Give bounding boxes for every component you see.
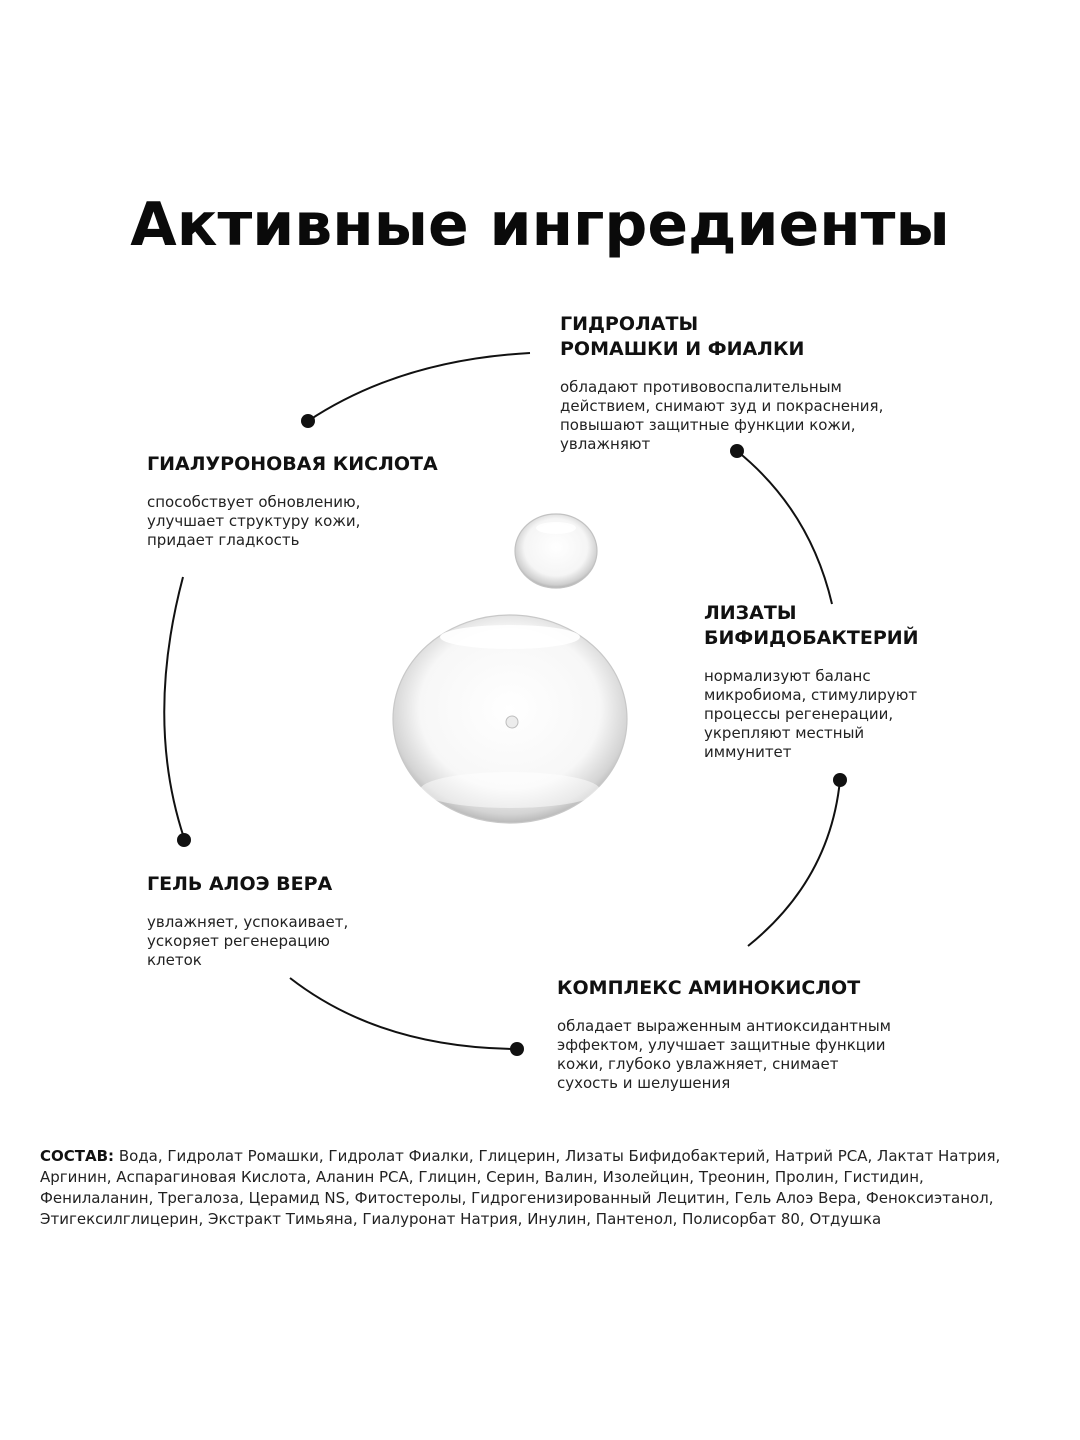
dot-top-left <box>301 414 315 428</box>
arc-left <box>164 577 184 838</box>
ingredient-hyaluronic-acid <box>147 452 507 550</box>
arc-bottom-left <box>290 978 517 1049</box>
ingredient-description: способствует обновлению, улучшает структуру кожи, придает гладкость <box>147 493 361 549</box>
ingredient-name: ГИАЛУРОНОВАЯ КИСЛОТА <box>147 453 438 475</box>
ingredient-name: ЛИЗАТЫ БИФИДОБАКТЕРИЙ <box>704 602 919 649</box>
arc-right-top <box>737 451 832 604</box>
ingredient-name: ГИДРОЛАТЫ РОМАШКИ И ФИАЛКИ <box>560 313 805 360</box>
arc-top-left <box>308 353 530 421</box>
ingredient-aloe-vera <box>147 872 447 970</box>
ingredient-hydrolats <box>560 312 960 454</box>
droplet-small-highlight <box>536 522 576 534</box>
ingredient-description: обладают противовоспалительным действием, снимают зуд и покраснения, повышают защитные функции кожи, увлажняют <box>560 378 884 453</box>
dot-left <box>177 833 191 847</box>
dot-right-bottom <box>833 773 847 787</box>
composition-text: Вода, Гидролат Ромашки, Гидролат Фиалки, Глицерин, Лизаты Бифидобактерий, Натрий PCA, Лактат Натрия, Аргинин, Аспарагиновая Кислота, Аланин PCA, Глицин, Серин, Валин, Изолейцин, Треонин, Пролин, Гистидин, Фенилаланин, Трегалоза, Церамид NS, Фитостеролы, Гидрогенизированный Лецитин, Гель Алоэ Вера, Феноксиэтанол, Этигексилглицерин, Экстракт Тимьяна, Гиалуронат Натрия, Инулин, Пантенол, Полисорбат 80, Отдушка <box>40 1147 1001 1228</box>
ingredient-amino-complex <box>557 976 977 1093</box>
ingredient-description: увлажняет, успокаивает, ускоряет регенерацию клеток <box>147 913 349 969</box>
ingredient-lysates <box>704 601 1004 762</box>
droplet-bubble <box>506 716 518 728</box>
arc-right-bottom <box>748 780 840 946</box>
page-title: Активные ингредиенты <box>130 190 950 260</box>
composition-label: СОСТАВ: <box>40 1147 115 1165</box>
dot-bottom <box>510 1042 524 1056</box>
droplet-large-inner <box>420 772 600 808</box>
ingredient-description: обладает выраженным антиоксидантным эффектом, улучшает защитные функции кожи, глубоко увлажняет, снимает сухость и шелушения <box>557 1017 891 1092</box>
ingredient-description: нормализуют баланс микробиома, стимулируют процессы регенерации, укрепляют местный иммунитет <box>704 667 918 761</box>
ingredient-name: ГЕЛЬ АЛОЭ ВЕРА <box>147 873 333 895</box>
droplet-large-highlight <box>440 625 580 649</box>
ingredient-name: КОМПЛЕКС АМИНОКИСЛОТ <box>557 977 861 999</box>
composition <box>40 1146 1040 1230</box>
